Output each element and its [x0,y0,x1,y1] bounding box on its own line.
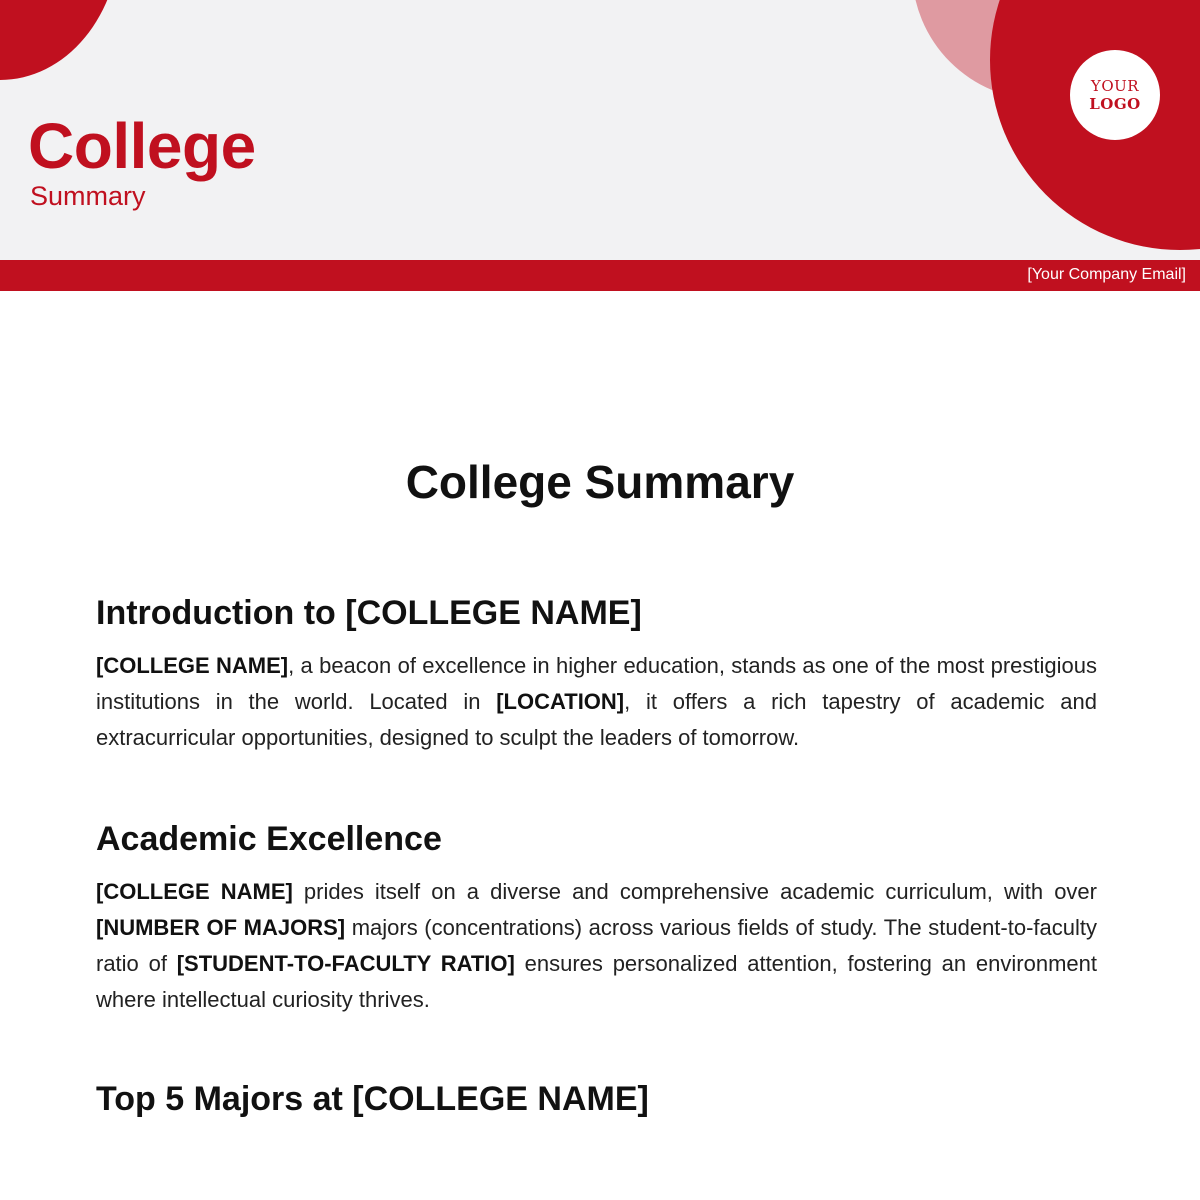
placeholder-number-of-majors: [NUMBER OF MAJORS] [96,915,346,940]
section-paragraph [96,874,1097,1018]
section-top-majors [96,1076,1097,1122]
placeholder-location: [LOCATION] [496,689,625,714]
section-academic-excellence [96,816,1097,1018]
paragraph-text: , it offers a rich tapestry of academic and extracurricular opportunities, designed to sculpt the leaders of tomorrow. [96,689,1097,750]
paragraph-text: ensures personalized attention, fostering an environment where intellectual curiosity thrives. [96,951,1097,1012]
paragraph-text: majors (concentrations) across various fields of study. The student-to-faculty ratio of [96,915,1097,976]
brand-subtitle: Summary [30,181,146,211]
logo-line-2: LOGO [1089,95,1141,113]
header-band [0,260,1200,291]
section-paragraph [96,648,1097,756]
placeholder-college-name: [COLLEGE NAME] [96,653,289,678]
section-heading: Academic Excellence [96,820,442,858]
placeholder-college-name: [COLLEGE NAME] [96,879,293,904]
section-introduction [96,590,1097,756]
company-email: [Your Company Email] [1027,266,1186,283]
placeholder-student-faculty-ratio: [STUDENT-TO-FACULTY RATIO] [176,951,515,976]
brand-title: College [28,110,256,182]
paragraph-text: prides itself on a diverse and comprehensive academic curriculum, with over [292,879,1097,904]
section-heading: Top 5 Majors at [COLLEGE NAME] [96,1080,649,1118]
logo-line-1: YOUR [1090,77,1140,95]
decorative-circle-top-left [0,0,120,80]
paragraph-text: , a beacon of excellence in higher education, stands as one of the most prestigious institutions in the world. Located in [96,653,1097,714]
header-banner [0,0,1200,260]
document-body [96,590,1097,1122]
company-logo [1070,50,1160,140]
section-heading: Introduction to [COLLEGE NAME] [96,594,642,632]
page-title: College Summary [405,456,795,508]
